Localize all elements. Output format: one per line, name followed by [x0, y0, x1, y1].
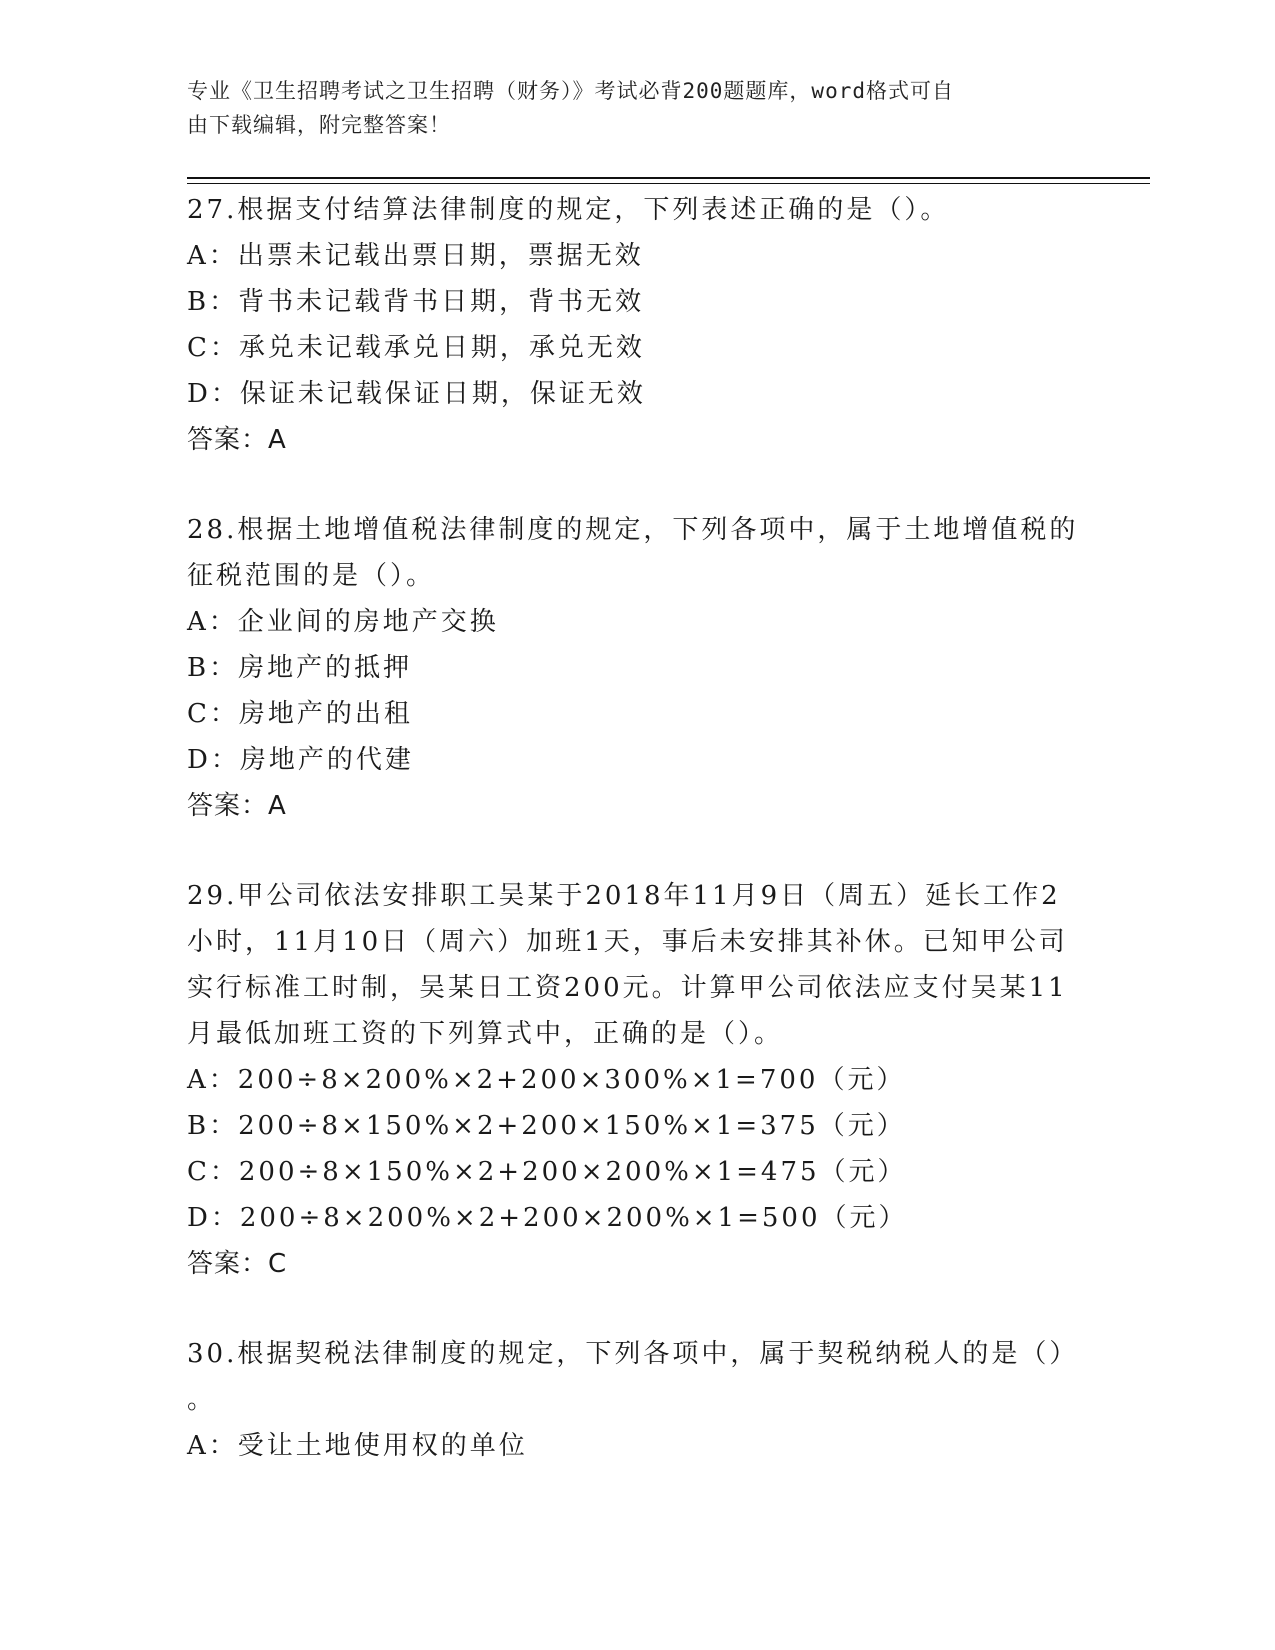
question-stem: 月最低加班工资的下列算式中，正确的是（）。 — [187, 1019, 784, 1049]
option-c: C：200÷8×150%×2+200×200%×1=475（元） — [187, 1157, 907, 1187]
question-stem: 。 — [187, 1385, 217, 1415]
option-b: B：背书未记载背书日期，背书无效 — [187, 287, 645, 317]
question-stem: 29.甲公司依法安排职工吴某于2018年11月9日（周五）延长工作2 — [187, 881, 1061, 911]
question-stem: 30.根据契税法律制度的规定，下列各项中，属于契税纳税人的是（） — [187, 1339, 1079, 1369]
option-b: B：房地产的抵押 — [187, 653, 413, 683]
option-c: C：房地产的出租 — [187, 699, 413, 729]
document-header — [187, 74, 1067, 142]
header-line-1: 专业《卫生招聘考试之卫生招聘（财务）》考试必背200题题库，word格式可自 — [187, 79, 954, 103]
answer-label: 答案：C — [187, 1249, 288, 1279]
question-stem: 征税范围的是（）。 — [187, 561, 436, 591]
answer-label: 答案：A — [187, 791, 287, 821]
question-stem: 28.根据土地增值税法律制度的规定，下列各项中，属于土地增值税的 — [187, 515, 1079, 545]
question-27 — [187, 187, 1087, 463]
answer-label: 答案：A — [187, 425, 287, 455]
option-d: D：200÷8×200%×2+200×200%×1=500（元） — [187, 1203, 908, 1233]
option-b: B：200÷8×150%×2+200×150%×1=375（元） — [187, 1111, 906, 1141]
question-stem: 27.根据支付结算法律制度的规定，下列表述正确的是（）。 — [187, 195, 950, 225]
option-c: C：承兑未记载承兑日期，承兑无效 — [187, 333, 645, 363]
option-a: A：出票未记载出票日期，票据无效 — [187, 241, 644, 271]
option-a: A：200÷8×200%×2+200×300%×1=700（元） — [187, 1065, 906, 1095]
option-d: D：房地产的代建 — [187, 745, 414, 775]
question-30 — [187, 1331, 1087, 1469]
option-a: A：受让土地使用权的单位 — [187, 1431, 528, 1461]
question-stem: 实行标准工时制，吴某日工资200元。计算甲公司依法应支付吴某11 — [187, 973, 1068, 1003]
header-divider-thin — [187, 183, 1150, 184]
question-list — [187, 187, 1087, 1513]
question-stem: 小时，11月10日（周六）加班1天，事后未安排其补休。已知甲公司 — [187, 927, 1068, 957]
question-29 — [187, 873, 1087, 1287]
question-28 — [187, 507, 1087, 829]
header-divider-thick — [187, 177, 1150, 179]
option-d: D：保证未记载保证日期，保证无效 — [187, 379, 646, 409]
header-line-2: 由下载编辑，附完整答案！ — [187, 113, 451, 137]
option-a: A：企业间的房地产交换 — [187, 607, 499, 637]
